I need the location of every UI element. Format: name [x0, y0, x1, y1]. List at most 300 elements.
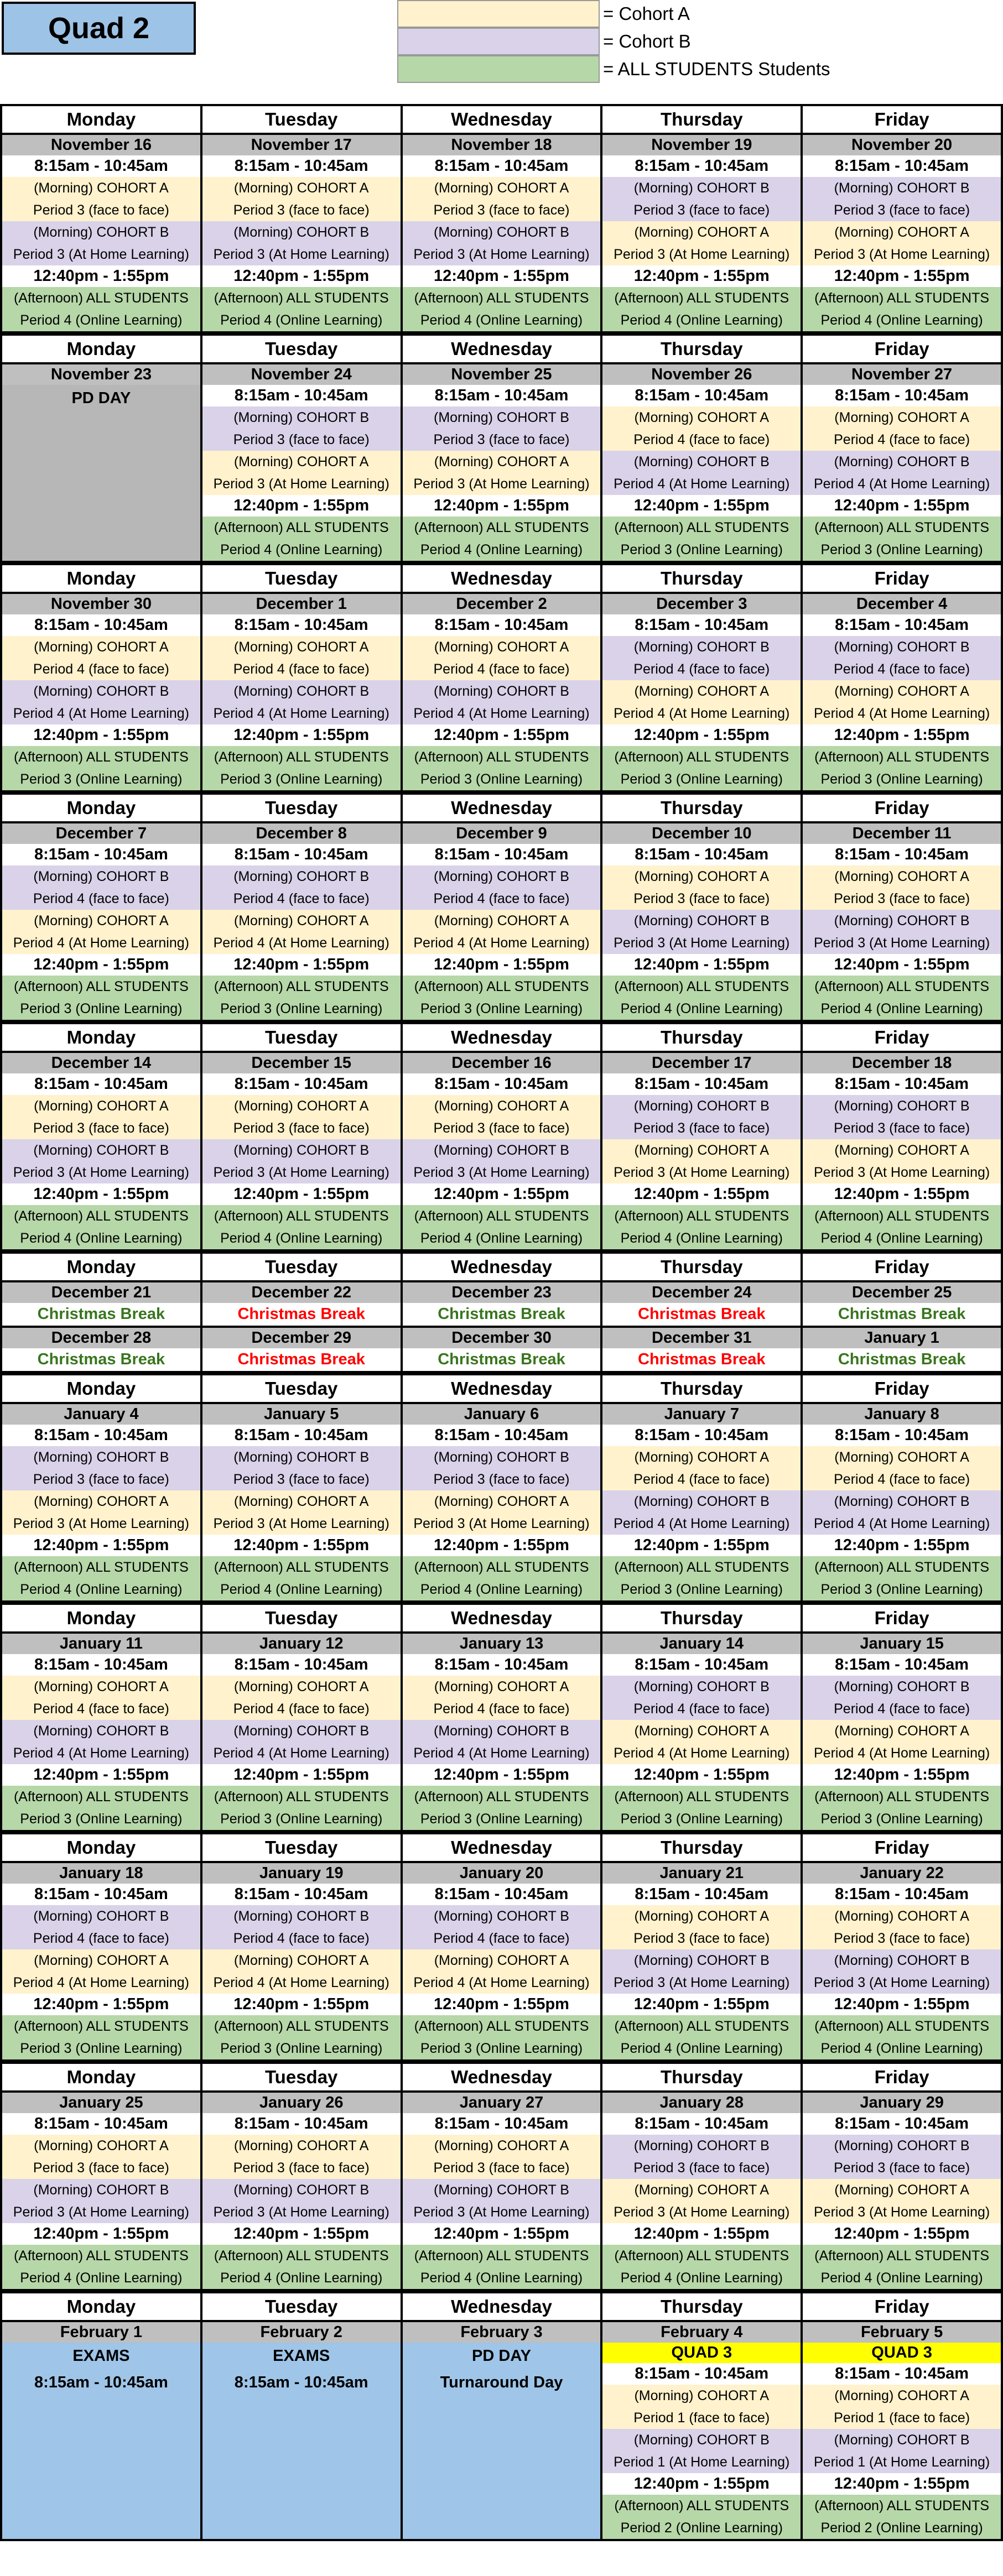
afternoon-period: Period 4 (Online Learning) [803, 2267, 1001, 2289]
day-date: November 27 [803, 364, 1001, 385]
day-header [2, 1834, 200, 1861]
christmas-break-label: Christmas Break [838, 1305, 966, 1323]
christmas-break-label: Christmas Break [237, 1350, 365, 1368]
day-header [2, 106, 200, 133]
day-header-row [1, 794, 1002, 822]
day-name: Wednesday [451, 1256, 552, 1277]
morning-time: 8:15am - 10:45am [234, 616, 368, 634]
day-name: Tuesday [264, 1378, 338, 1399]
day-name: Thursday [661, 797, 743, 818]
day-content [403, 2093, 601, 2289]
break-day [2, 1282, 200, 1326]
day-content [602, 1404, 801, 1600]
day-header-cell [1, 105, 201, 134]
morning-time: 8:15am - 10:45am [234, 2115, 368, 2132]
day-header [803, 106, 1001, 133]
morning-time: 8:15am - 10:45am [34, 157, 168, 175]
second-cohort-name: (Morning) COHORT B [202, 680, 401, 702]
morning-time: 8:15am - 10:45am [635, 1656, 769, 1673]
day-header-cell [1, 2063, 201, 2092]
first-cohort-name: (Morning) COHORT B [602, 636, 801, 658]
day-content [2, 594, 200, 790]
afternoon-group: (Afternoon) ALL STUDENTS [2, 1556, 200, 1578]
day-header-cell [402, 2292, 602, 2321]
day-header-cell [1, 794, 201, 822]
afternoon-period: Period 3 (Online Learning) [803, 1808, 1001, 1830]
day-header [2, 565, 200, 592]
afternoon-group: (Afternoon) ALL STUDENTS [803, 2245, 1001, 2267]
first-cohort-period: Period 3 (face to face) [202, 1117, 401, 1139]
afternoon-group: (Afternoon) ALL STUDENTS [403, 2015, 601, 2037]
afternoon-period: Period 4 (Online Learning) [803, 2037, 1001, 2059]
first-cohort-name: (Morning) COHORT A [202, 1676, 401, 1698]
day-header-cell [402, 335, 602, 363]
afternoon-group: (Afternoon) ALL STUDENTS [2, 1786, 200, 1808]
first-cohort-name: (Morning) COHORT B [403, 1446, 601, 1468]
morning-time: 8:15am - 10:45am [835, 1885, 969, 1903]
day-header [2, 2064, 200, 2090]
second-cohort-period: Period 4 (At Home Learning) [403, 932, 601, 954]
first-cohort-period: Period 4 (face to face) [202, 1927, 401, 1949]
day-cell [802, 1633, 1002, 1831]
day-cell [601, 2092, 802, 2290]
day-header-cell [201, 1023, 402, 1052]
day-header-cell [201, 2292, 402, 2321]
day-date: January 7 [602, 1404, 801, 1425]
afternoon-group: (Afternoon) ALL STUDENTS [602, 1205, 801, 1227]
day-header [803, 1254, 1001, 1280]
day-header [202, 1024, 401, 1051]
first-cohort-name: (Morning) COHORT A [602, 865, 801, 888]
day-header-cell [1, 1253, 201, 1281]
morning-time: 8:15am - 10:45am [635, 387, 769, 404]
second-cohort-name: (Morning) COHORT A [602, 1720, 801, 1742]
afternoon-group: (Afternoon) ALL STUDENTS [803, 976, 1001, 998]
morning-time: 8:15am - 10:45am [434, 616, 569, 634]
second-cohort-period: Period 4 (At Home Learning) [803, 702, 1001, 724]
day-header-cell [601, 105, 802, 134]
day-cell [802, 2321, 1002, 2540]
afternoon-time: 12:40pm - 1:55pm [834, 956, 970, 973]
second-cohort-name: (Morning) COHORT B [403, 2179, 601, 2201]
week-row [1, 2321, 1002, 2540]
day-header-row [1, 1604, 1002, 1633]
day-header-row [1, 1253, 1002, 1281]
day-cell [402, 1633, 602, 1831]
morning-time: 8:15am - 10:45am [34, 616, 168, 634]
day-header [602, 336, 801, 362]
first-cohort-period: Period 3 (face to face) [202, 429, 401, 451]
day-cell [402, 822, 602, 1021]
first-cohort-name: (Morning) COHORT B [602, 1095, 801, 1117]
christmas-break-label: Christmas Break [638, 1305, 766, 1323]
second-cohort-period: Period 3 (At Home Learning) [602, 1161, 801, 1183]
day-content [202, 594, 401, 790]
quad3-banner: QUAD 3 [602, 2343, 801, 2363]
day-name: Tuesday [264, 109, 338, 129]
afternoon-group: (Afternoon) ALL STUDENTS [2, 746, 200, 768]
day-date: December 11 [803, 823, 1001, 844]
first-cohort-name: (Morning) COHORT A [403, 1676, 601, 1698]
day-name: Friday [874, 109, 929, 129]
day-date: January 19 [202, 1863, 401, 1884]
day-header [602, 1605, 801, 1631]
day-header-row [1, 335, 1002, 363]
day-header-cell [201, 1833, 402, 1862]
second-cohort-period: Period 4 (At Home Learning) [803, 473, 1001, 495]
day-cell [402, 1862, 602, 2061]
day-header-cell [201, 1253, 402, 1281]
afternoon-time: 12:40pm - 1:55pm [33, 1995, 169, 2013]
afternoon-period: Period 4 (Online Learning) [803, 309, 1001, 331]
day-cell [601, 363, 802, 562]
day-date: December 1 [202, 594, 401, 614]
first-cohort-name: (Morning) COHORT B [2, 1446, 200, 1468]
second-cohort-period: Period 3 (At Home Learning) [2, 1513, 200, 1535]
afternoon-period: Period 3 (Online Learning) [602, 1808, 801, 1830]
day-cell [402, 2321, 602, 2540]
second-cohort-period: Period 3 (At Home Learning) [202, 1513, 401, 1535]
afternoon-period: Period 3 (Online Learning) [202, 998, 401, 1020]
day-content [202, 135, 401, 331]
day-name: Monday [66, 1027, 136, 1047]
day-date: January 6 [403, 1404, 601, 1425]
first-cohort-period: Period 4 (face to face) [2, 888, 200, 910]
afternoon-period: Period 3 (Online Learning) [403, 768, 601, 790]
day-date: January 29 [803, 2093, 1001, 2113]
afternoon-time: 12:40pm - 1:55pm [633, 1766, 770, 1784]
morning-time: 8:15am - 10:45am [34, 1426, 168, 1444]
day-header-cell [601, 1023, 802, 1052]
week-row [1, 593, 1002, 791]
day-header [202, 2064, 401, 2090]
christmas-break-label: Christmas Break [37, 1305, 165, 1323]
afternoon-time: 12:40pm - 1:55pm [834, 1766, 970, 1784]
day-cell [402, 1403, 602, 1602]
day-date: November 20 [803, 135, 1001, 155]
day-content [803, 1863, 1001, 2059]
week-block [0, 2062, 1003, 2291]
afternoon-period: Period 4 (Online Learning) [403, 1578, 601, 1600]
day-header-cell [402, 564, 602, 593]
week-block [0, 563, 1003, 792]
day-header [602, 2064, 801, 2090]
special-text: Turnaround Day [440, 2374, 563, 2391]
second-cohort-name: (Morning) COHORT B [2, 2179, 200, 2201]
day-content [202, 1634, 401, 1830]
first-cohort-period: Period 3 (face to face) [403, 429, 601, 451]
afternoon-time: 12:40pm - 1:55pm [834, 2475, 970, 2492]
afternoon-group: (Afternoon) ALL STUDENTS [403, 517, 601, 539]
first-cohort-period: Period 3 (face to face) [403, 199, 601, 221]
afternoon-period: Period 3 (Online Learning) [2, 998, 200, 1020]
afternoon-group: (Afternoon) ALL STUDENTS [803, 517, 1001, 539]
afternoon-group: (Afternoon) ALL STUDENTS [2, 2245, 200, 2267]
afternoon-group: (Afternoon) ALL STUDENTS [602, 287, 801, 309]
day-name: Tuesday [264, 1608, 338, 1628]
break-day-cell [402, 1281, 602, 1327]
day-cell [1, 1403, 201, 1602]
christmas-break-label: Christmas Break [438, 1350, 565, 1368]
second-cohort-name: (Morning) COHORT B [803, 1949, 1001, 1972]
day-date: January 1 [803, 1328, 1001, 1348]
day-name: Monday [66, 1608, 136, 1628]
week-block [0, 2291, 1003, 2541]
first-cohort-period: Period 4 (face to face) [803, 658, 1001, 680]
second-cohort-period: Period 3 (At Home Learning) [2, 1161, 200, 1183]
afternoon-period: Period 4 (Online Learning) [202, 2267, 401, 2289]
day-header-row [1, 2063, 1002, 2092]
day-name: Monday [66, 797, 136, 818]
second-cohort-name: (Morning) COHORT B [403, 221, 601, 243]
day-content [403, 1053, 601, 1249]
day-date: December 9 [403, 823, 601, 844]
first-cohort-period: Period 3 (face to face) [2, 2157, 200, 2179]
first-cohort-period: Period 1 (face to face) [602, 2407, 801, 2429]
day-header [403, 106, 601, 133]
day-header-cell [802, 2063, 1002, 2092]
first-cohort-period: Period 3 (face to face) [403, 1468, 601, 1490]
second-cohort-period: Period 4 (At Home Learning) [2, 1742, 200, 1764]
day-header-cell [802, 794, 1002, 822]
break-day [202, 1282, 401, 1326]
legend-swatch-cohort-a [397, 0, 600, 28]
day-header [403, 1254, 601, 1280]
day-header [602, 1254, 801, 1280]
day-content [803, 1634, 1001, 1830]
day-content [2, 1053, 200, 1249]
day-name: Friday [874, 2296, 929, 2317]
afternoon-period: Period 3 (Online Learning) [803, 1578, 1001, 1600]
day-content [202, 1053, 401, 1249]
day-content [202, 2322, 401, 2396]
legend-label: = Cohort A [603, 3, 690, 24]
afternoon-period: Period 4 (Online Learning) [202, 539, 401, 561]
day-header [803, 336, 1001, 362]
afternoon-time: 12:40pm - 1:55pm [834, 726, 970, 744]
day-name: Friday [874, 1378, 929, 1399]
day-header-cell [1, 564, 201, 593]
day-date: November 26 [602, 364, 801, 385]
afternoon-period: Period 3 (Online Learning) [2, 768, 200, 790]
day-header [2, 1254, 200, 1280]
second-cohort-period: Period 4 (At Home Learning) [202, 1972, 401, 1994]
day-content [803, 1053, 1001, 1249]
second-cohort-period: Period 3 (At Home Learning) [2, 243, 200, 265]
day-header [803, 1834, 1001, 1861]
second-cohort-name: (Morning) COHORT B [202, 1720, 401, 1742]
day-header [2, 795, 200, 821]
day-cell [601, 1633, 802, 1831]
second-cohort-name: (Morning) COHORT A [803, 2179, 1001, 2201]
second-cohort-period: Period 3 (At Home Learning) [403, 243, 601, 265]
day-header-cell [601, 2292, 802, 2321]
week-block [0, 1022, 1003, 1252]
day-content [2, 1863, 200, 2059]
afternoon-group: (Afternoon) ALL STUDENTS [803, 287, 1001, 309]
day-header [403, 2064, 601, 2090]
afternoon-time: 12:40pm - 1:55pm [33, 1536, 169, 1554]
afternoon-time: 12:40pm - 1:55pm [433, 497, 569, 514]
afternoon-time: 12:40pm - 1:55pm [33, 2225, 169, 2243]
second-cohort-name: (Morning) COHORT B [803, 451, 1001, 473]
first-cohort-name: (Morning) COHORT B [803, 636, 1001, 658]
day-header [403, 565, 601, 592]
afternoon-period: Period 4 (Online Learning) [2, 1227, 200, 1249]
day-content [602, 1634, 801, 1830]
afternoon-group: (Afternoon) ALL STUDENTS [403, 746, 601, 768]
day-header-cell [802, 335, 1002, 363]
afternoon-period: Period 3 (Online Learning) [602, 1578, 801, 1600]
day-header-cell [402, 105, 602, 134]
day-date: December 25 [803, 1282, 1001, 1303]
day-date: January 25 [2, 2093, 200, 2113]
afternoon-group: (Afternoon) ALL STUDENTS [602, 1556, 801, 1578]
day-name: Friday [874, 797, 929, 818]
afternoon-time: 12:40pm - 1:55pm [834, 267, 970, 285]
first-cohort-name: (Morning) COHORT A [2, 2135, 200, 2157]
day-cell [802, 1052, 1002, 1250]
second-cohort-name: (Morning) COHORT B [202, 1139, 401, 1161]
day-header [2, 2293, 200, 2320]
morning-time: 8:15am - 10:45am [835, 387, 969, 404]
afternoon-group: (Afternoon) ALL STUDENTS [2, 287, 200, 309]
day-date: January 28 [602, 2093, 801, 2113]
day-date: January 14 [602, 1634, 801, 1654]
afternoon-time: 12:40pm - 1:55pm [633, 2475, 770, 2492]
day-content [602, 823, 801, 1020]
day-header-cell [802, 1253, 1002, 1281]
day-header-cell [402, 1374, 602, 1403]
day-content [403, 2322, 601, 2396]
second-cohort-name: (Morning) COHORT A [2, 910, 200, 932]
first-cohort-name: (Morning) COHORT A [403, 636, 601, 658]
afternoon-time: 12:40pm - 1:55pm [233, 726, 370, 744]
first-cohort-period: Period 3 (face to face) [2, 1468, 200, 1490]
first-cohort-name: (Morning) COHORT A [803, 1905, 1001, 1927]
first-cohort-period: Period 3 (face to face) [803, 1117, 1001, 1139]
day-content [403, 1404, 601, 1600]
day-header [803, 795, 1001, 821]
second-cohort-period: Period 4 (At Home Learning) [2, 1972, 200, 1994]
second-cohort-name: (Morning) COHORT A [403, 451, 601, 473]
afternoon-group: (Afternoon) ALL STUDENTS [602, 2015, 801, 2037]
first-cohort-period: Period 3 (face to face) [803, 2157, 1001, 2179]
first-cohort-name: (Morning) COHORT B [803, 1676, 1001, 1698]
afternoon-period: Period 4 (Online Learning) [2, 1578, 200, 1600]
week-row [1, 822, 1002, 1021]
day-header-cell [802, 1833, 1002, 1862]
day-content [2, 364, 200, 411]
day-date: November 18 [403, 135, 601, 155]
legend-swatch-all-students [397, 55, 600, 83]
break-day [602, 1282, 801, 1326]
day-header-cell [402, 1023, 602, 1052]
day-cell [402, 2092, 602, 2290]
day-date: January 26 [202, 2093, 401, 2113]
day-header [803, 2293, 1001, 2320]
second-cohort-name: (Morning) COHORT A [602, 1139, 801, 1161]
break-day-cell [402, 1327, 602, 1372]
day-name: Thursday [661, 1837, 743, 1858]
day-name: Thursday [661, 2296, 743, 2317]
page-title: Quad 2 [2, 2, 196, 55]
day-cell [402, 363, 602, 562]
day-date: January 27 [403, 2093, 601, 2113]
day-header-cell [402, 1604, 602, 1633]
afternoon-group: (Afternoon) ALL STUDENTS [803, 746, 1001, 768]
break-day [803, 1328, 1001, 1371]
first-cohort-period: Period 3 (face to face) [602, 2157, 801, 2179]
legend-label: = Cohort B [603, 31, 691, 51]
afternoon-period: Period 4 (Online Learning) [202, 309, 401, 331]
day-header [403, 795, 601, 821]
second-cohort-name: (Morning) COHORT B [602, 1949, 801, 1972]
first-cohort-period: Period 3 (face to face) [202, 199, 401, 221]
afternoon-group: (Afternoon) ALL STUDENTS [602, 746, 801, 768]
day-header [602, 1834, 801, 1861]
day-header-row [1, 1023, 1002, 1052]
second-cohort-period: Period 4 (At Home Learning) [602, 1742, 801, 1764]
day-content [803, 2322, 1001, 2539]
day-header-row [1, 2292, 1002, 2321]
second-cohort-name: (Morning) COHORT B [202, 221, 401, 243]
day-header-cell [601, 1253, 802, 1281]
first-cohort-period: Period 4 (face to face) [602, 1698, 801, 1720]
first-cohort-name: (Morning) COHORT B [202, 865, 401, 888]
day-header [803, 2064, 1001, 2090]
afternoon-group: (Afternoon) ALL STUDENTS [403, 287, 601, 309]
day-name: Thursday [661, 1256, 743, 1277]
day-name: Wednesday [451, 1837, 552, 1858]
afternoon-time: 12:40pm - 1:55pm [834, 2225, 970, 2243]
day-header [403, 1605, 601, 1631]
day-name: Friday [874, 2067, 929, 2087]
morning-time: 8:15am - 10:45am [34, 1656, 168, 1673]
day-header-cell [601, 1833, 802, 1862]
day-name: Wednesday [451, 797, 552, 818]
day-header-cell [201, 564, 402, 593]
christmas-break-label: Christmas Break [237, 1305, 365, 1323]
break-day-cell [802, 1281, 1002, 1327]
break-row [1, 1281, 1002, 1327]
second-cohort-name: (Morning) COHORT A [403, 910, 601, 932]
day-content [803, 594, 1001, 790]
day-content [803, 135, 1001, 331]
first-cohort-name: (Morning) COHORT A [602, 406, 801, 429]
day-content [602, 135, 801, 331]
morning-time: 8:15am - 10:45am [635, 846, 769, 863]
first-cohort-name: (Morning) COHORT A [803, 865, 1001, 888]
header [0, 0, 1003, 105]
day-content [2, 1404, 200, 1600]
second-cohort-period: Period 4 (At Home Learning) [602, 473, 801, 495]
morning-time: 8:15am - 10:45am [835, 616, 969, 634]
second-cohort-name: (Morning) COHORT A [202, 451, 401, 473]
morning-time: 8:15am - 10:45am [434, 1885, 569, 1903]
first-cohort-name: (Morning) COHORT B [2, 865, 200, 888]
second-cohort-period: Period 4 (At Home Learning) [602, 1513, 801, 1535]
second-cohort-period: Period 4 (At Home Learning) [803, 1513, 1001, 1535]
day-content [2, 135, 200, 331]
afternoon-time: 12:40pm - 1:55pm [834, 1185, 970, 1203]
day-header [602, 1024, 801, 1051]
afternoon-group: (Afternoon) ALL STUDENTS [403, 1786, 601, 1808]
day-name: Friday [874, 1027, 929, 1047]
day-date: January 15 [803, 1634, 1001, 1654]
break-day-cell [201, 1327, 402, 1372]
afternoon-period: Period 4 (Online Learning) [403, 2267, 601, 2289]
